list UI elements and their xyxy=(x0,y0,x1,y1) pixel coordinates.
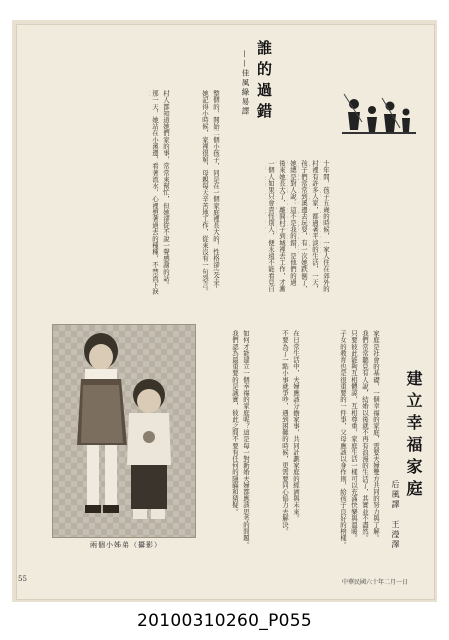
article1-col: 後來她長大了，離開村子到城裡去工作，才漸 xyxy=(278,160,286,292)
article2-col: 如何才能建立一個幸福的家庭呢？這是每一對新婚夫婦都應該思考的問題。 xyxy=(242,330,250,548)
article1-col: 那一天，她站在小溪邊，看著流水，心裡想著過去的種種，不禁流下淚 xyxy=(151,90,159,295)
article2-col: 不要為了一點小事就爭吵，遇到困難的時候，更需要同心協力去解決。 xyxy=(281,330,289,535)
issue-date: 中華民國六十年二月一日 xyxy=(342,579,409,586)
article-title-2: 建立幸福家庭 xyxy=(404,370,423,502)
article-title-1: 誰的過錯 xyxy=(255,40,273,124)
family-illustration xyxy=(342,92,416,154)
article2-col: 我們認為最重要的是誠實，彼此之間不要有任何的隱瞞和猜疑。 xyxy=(231,330,239,515)
article1-col: 整個的，開始二個小孩子，同是在一個家庭裡長大的，性格卻完全不 xyxy=(212,90,220,288)
article2-col: 在日常生活中，夫婦應該分擔家事，共同計劃家庭的經濟與未來。 xyxy=(292,330,300,522)
page-number: 55 xyxy=(18,575,27,583)
article2-col: 子女的教育也是很重要的一件事，父母應該以身作則，給孩子良好的榜樣。 xyxy=(339,330,347,548)
article1-col: 她總是對人說：這不是我的錯，是他們的過 xyxy=(289,160,297,286)
article1-col: 十年間，孩子五歲的時候，一家人住在郊外的 xyxy=(322,160,330,292)
children-photo xyxy=(52,324,196,538)
article2-col: 只要彼此能夠互相體諒，互相尊重，家庭生活一樣可以充滿快樂與溫暖。 xyxy=(350,330,358,542)
article1-col: 村人都知道她們家的事，常常來幫忙，但她卻從不說一聲感謝的話。 xyxy=(162,90,170,288)
scan-id-label: 20100310260_P055 xyxy=(137,611,312,631)
article-author-1: ——佳風綠易譯 xyxy=(241,50,250,117)
article1-col: 她記得小時候，家裡很窮，母親每天辛苦地工作，從來沒有一句怨言。 xyxy=(201,90,209,295)
article1-col: 一個人如果只會責怪別人，便永遠不能看見自 xyxy=(267,160,275,292)
article1-col: 孩子們常常到溪邊去玩耍，有一次她跌倒了， xyxy=(300,160,308,292)
article1-col: 村裡有許多人家，都過著平淡的生活，一天， xyxy=(311,160,319,292)
article2-col: 家庭是社會的基礎，一個幸福的家庭，需要夫婦雙方共同的努力與了解。 xyxy=(372,330,380,542)
article2-col: 我們常常聽見有人說，結婚以後就不再有浪漫的生活了，其實並不盡然。 xyxy=(361,330,369,542)
photo-caption: 兩個小姊弟（攝影） xyxy=(90,541,162,549)
article-author-2: 后風譯 王瀅澤 xyxy=(391,480,400,550)
